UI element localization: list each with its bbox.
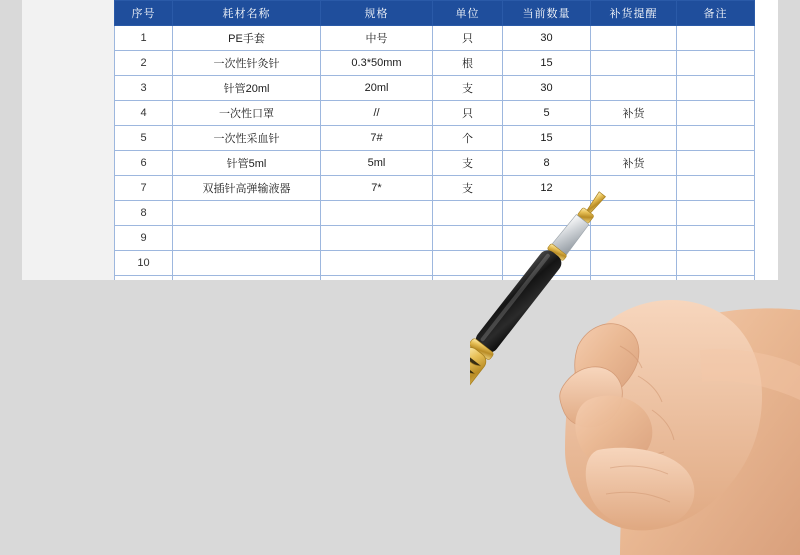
cell-unit[interactable]: 个 [433, 126, 503, 151]
sheet-left-padding [22, 0, 114, 280]
cell-unit[interactable]: 只 [433, 26, 503, 51]
cell-name[interactable]: 双插针高弹输液器 [173, 176, 321, 201]
column-header-alert[interactable]: 补货提醒 [591, 1, 677, 26]
cell-name[interactable]: 一次性采血针 [173, 126, 321, 151]
cell-name[interactable]: 针管20ml [173, 76, 321, 101]
cell-name[interactable] [173, 201, 321, 226]
cell-spec[interactable]: 0.3*50mm [321, 51, 433, 76]
right-margin [778, 0, 800, 280]
column-header-index[interactable]: 序号 [115, 1, 173, 26]
cell-index[interactable]: 7 [115, 176, 173, 201]
cell-alert[interactable]: 补货 [591, 151, 677, 176]
cell-alert[interactable] [591, 201, 677, 226]
column-header-qty[interactable]: 当前数量 [503, 1, 591, 26]
cell-note[interactable] [677, 51, 755, 76]
lower-background [0, 280, 800, 555]
cell-spec[interactable]: 中号 [321, 26, 433, 51]
cell-note[interactable] [677, 226, 755, 251]
table-row[interactable] [115, 76, 755, 101]
cell-qty[interactable] [503, 251, 591, 276]
column-header-note[interactable]: 备注 [677, 1, 755, 26]
cell-spec[interactable]: // [321, 101, 433, 126]
cell-name[interactable]: 一次性针灸针 [173, 51, 321, 76]
cell-spec[interactable] [321, 226, 433, 251]
cell-note[interactable] [677, 201, 755, 226]
cell-note[interactable] [677, 176, 755, 201]
cell-index[interactable]: 9 [115, 226, 173, 251]
cell-spec[interactable]: 7* [321, 176, 433, 201]
cell-spec[interactable]: 20ml [321, 76, 433, 101]
cell-index[interactable]: 4 [115, 101, 173, 126]
column-header-unit[interactable]: 单位 [433, 1, 503, 26]
cell-unit[interactable]: 支 [433, 176, 503, 201]
cell-note[interactable] [677, 251, 755, 276]
cell-qty[interactable]: 30 [503, 76, 591, 101]
cell-alert[interactable] [591, 176, 677, 201]
cell-index[interactable]: 2 [115, 51, 173, 76]
cell-qty[interactable]: 5 [503, 101, 591, 126]
cell-alert[interactable] [591, 51, 677, 76]
cell-qty[interactable]: 15 [503, 126, 591, 151]
cell-qty[interactable]: 12 [503, 176, 591, 201]
column-header-spec[interactable]: 规格 [321, 1, 433, 26]
column-header-name[interactable]: 耗材名称 [173, 1, 321, 26]
cell-name[interactable]: 一次性口罩 [173, 101, 321, 126]
table-row[interactable] [115, 226, 755, 251]
cell-qty[interactable]: 15 [503, 51, 591, 76]
cell-qty[interactable]: 8 [503, 151, 591, 176]
cell-index[interactable]: 1 [115, 26, 173, 51]
cell-index[interactable]: 3 [115, 76, 173, 101]
table-row[interactable] [115, 176, 755, 201]
table-row[interactable] [115, 251, 755, 276]
cell-alert[interactable] [591, 251, 677, 276]
cell-index[interactable]: 5 [115, 126, 173, 151]
cell-unit[interactable]: 支 [433, 76, 503, 101]
cell-note[interactable] [677, 101, 755, 126]
cell-index[interactable]: 8 [115, 201, 173, 226]
cell-unit[interactable]: 支 [433, 151, 503, 176]
table-row[interactable] [115, 101, 755, 126]
cell-unit[interactable]: 只 [433, 101, 503, 126]
cell-name[interactable]: PE手套 [173, 26, 321, 51]
cell-name[interactable] [173, 251, 321, 276]
table-row[interactable] [115, 201, 755, 226]
cell-note[interactable] [677, 76, 755, 101]
table-row[interactable] [115, 26, 755, 51]
cell-name[interactable]: 针管5ml [173, 151, 321, 176]
cell-alert[interactable] [591, 26, 677, 51]
cell-alert[interactable]: 补货 [591, 101, 677, 126]
cell-qty[interactable] [503, 201, 591, 226]
table-header-row [115, 1, 755, 26]
cell-spec[interactable]: 7# [321, 126, 433, 151]
cell-spec[interactable] [321, 251, 433, 276]
cell-unit[interactable]: 根 [433, 51, 503, 76]
cell-spec[interactable] [321, 201, 433, 226]
cell-name[interactable] [173, 226, 321, 251]
cell-unit[interactable] [433, 201, 503, 226]
cell-index[interactable]: 6 [115, 151, 173, 176]
table-row[interactable] [115, 51, 755, 76]
cell-note[interactable] [677, 26, 755, 51]
cell-unit[interactable] [433, 251, 503, 276]
cell-qty[interactable] [503, 226, 591, 251]
cell-alert[interactable] [591, 226, 677, 251]
cell-spec[interactable]: 5ml [321, 151, 433, 176]
table-row[interactable] [115, 126, 755, 151]
cell-note[interactable] [677, 151, 755, 176]
cell-alert[interactable] [591, 126, 677, 151]
cell-unit[interactable] [433, 226, 503, 251]
cell-qty[interactable]: 30 [503, 26, 591, 51]
cell-note[interactable] [677, 126, 755, 151]
cell-alert[interactable] [591, 76, 677, 101]
left-margin [0, 0, 22, 280]
table-row[interactable] [115, 151, 755, 176]
cell-index[interactable]: 10 [115, 251, 173, 276]
